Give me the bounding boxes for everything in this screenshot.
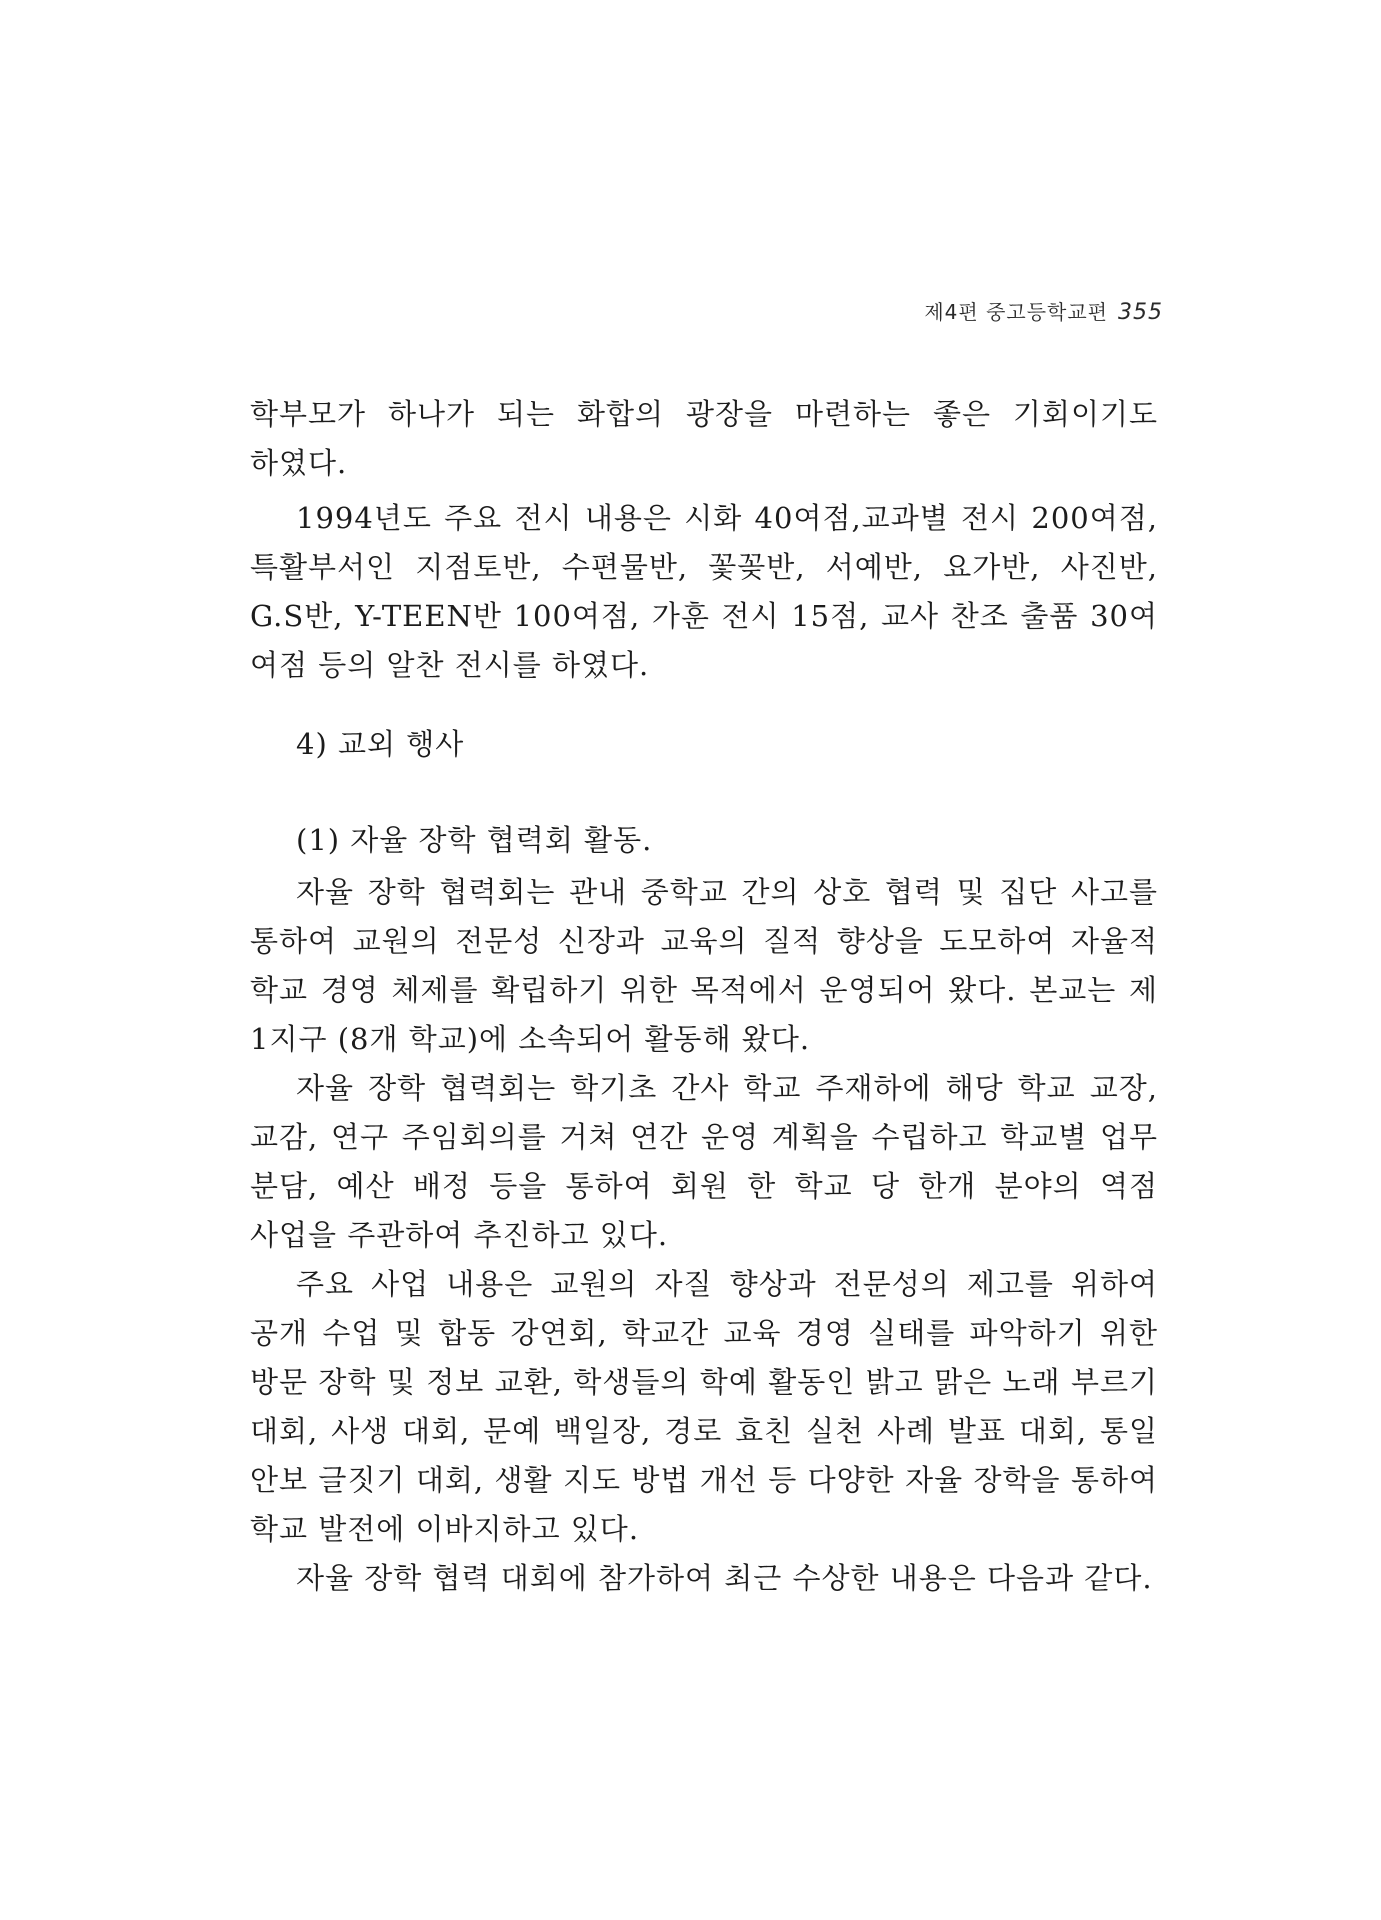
paragraph-intro: 자율 장학 협력회는 관내 중학교 간의 상호 협력 및 집단 사고를 통하여 교원의 전문성 신장과 교육의 질적 향상을 도모하여 자율적 학교 경영 체제를 확립하기 위한 목적에서 운영되어 왔다. 본교는 제 1지구 (8개 학교)에 소속되어 활동해 왔다. <box>250 875 1158 1056</box>
paragraph-1994-exhibition: 1994년도 주요 전시 내용은 시화 40여점,교과별 전시 200여점, 특활부서인 지점토반, 수편물반, 꽃꽂반, 서예반, 요가반, 사진반, G.S반, Y-TEEN반 100여점, 가훈 전시 15점, 교사 찬조 출품 30여 여점 등의 알찬 전시를 하였다. <box>250 501 1158 682</box>
text-block-cooperation <box>250 868 1158 1603</box>
page-number: 355 <box>1118 300 1163 325</box>
paragraph-awards: 자율 장학 협력 대회에 참가하여 최근 수상한 내용은 다음과 같다. <box>296 1561 1153 1595</box>
section-title: 제4편 중고등학교편 <box>924 300 1108 324</box>
section-heading: 4) 교외 행사 <box>296 727 465 761</box>
running-header <box>924 296 1163 325</box>
paragraph-operation: 자율 장학 협력회는 학기초 간사 학교 주재하에 해당 학교 교장,교감, 연구 주임회의를 거쳐 연간 운영 계획을 수립하고 학교별 업무 분담, 예산 배정 등을 통하여 회원 한 학교 당 한개 분야의 역점 사업을 주관하여 추진하고 있다. <box>250 1071 1158 1252</box>
paragraph-continuation: 학부모가 하나가 되는 화합의 광장을 마련하는 좋은 기회이기도 하였다. <box>250 397 1158 480</box>
paragraph-projects: 주요 사업 내용은 교원의 자질 향상과 전문성의 제고를 위하여 공개 수업 및 합동 강연회, 학교간 교육 경영 실태를 파악하기 위한 방문 장학 및 정보 교환, 학생들의 학예 활동인 밝고 맑은 노래 부르기 대회, 사생 대회, 문예 백일장, 경로 효친 실천 사례 발표 대회, 통일 안보 글짓기 대회, 생활 지도 방법 개선 등 다양한 자율 장학을 통하여 학교 발전에 이바지하고 있다. <box>250 1267 1158 1546</box>
sub-heading: (1) 자율 장학 협력회 활동. <box>296 823 653 857</box>
text-block-exhibition <box>250 390 1158 690</box>
